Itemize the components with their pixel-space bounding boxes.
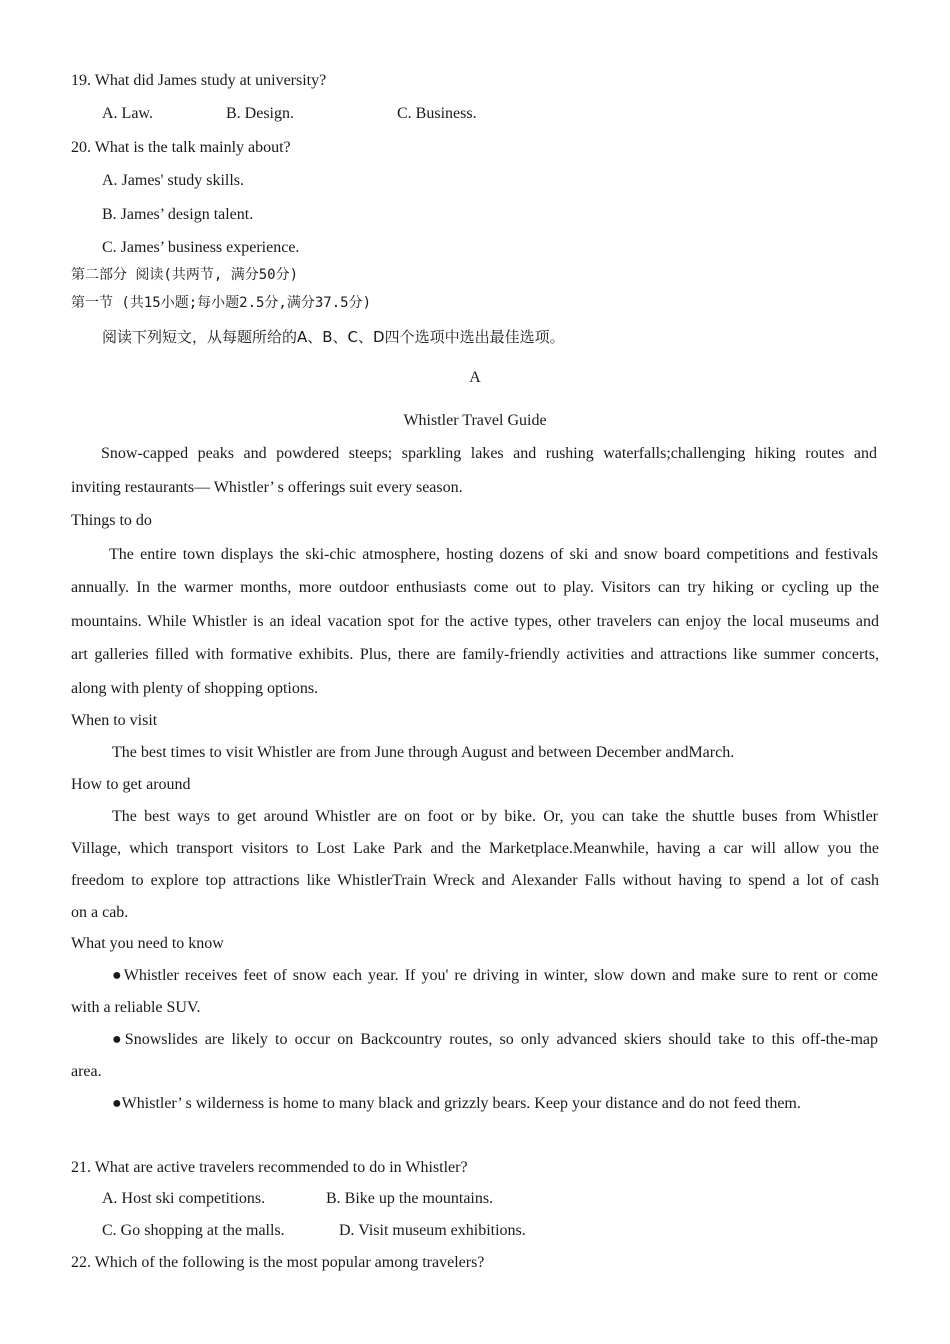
need-heading: What you need to know (71, 935, 224, 952)
how-line: on a cab. (71, 904, 129, 921)
things-line: art galleries filled with formative exhibits. Plus, there are family-friendly activities and attractions like summer concerts, (71, 646, 879, 663)
bullet-3: ●Whistler’ s wilderness is home to many black and grizzly bears. Keep your distance and do not feed them. (112, 1095, 801, 1112)
how-heading: How to get around (71, 776, 191, 793)
q19-option-c: C. Business. (397, 105, 477, 122)
q20-option-a: A. James' study skills. (102, 172, 244, 189)
how-line: Village, which transport visitors to Lost Lake Park and the Marketplace.Meanwhile, having a car will allow you the (71, 840, 879, 857)
q19-option-b: B. Design. (226, 105, 294, 122)
question-21: 21. What are active travelers recommended to do in Whistler? (71, 1159, 468, 1176)
bullet-1-cont: with a reliable SUV. (71, 999, 201, 1016)
q21-option-a: A. Host ski competitions. (102, 1190, 266, 1207)
intro-line: Snow-capped peaks and powdered steeps; sparkling lakes and rushing waterfalls;challenging hiking routes and (101, 445, 877, 462)
passage-title: Whistler Travel Guide (403, 412, 547, 429)
bullet-2: ●Snowslides are likely to occur on Backcountry routes, so only advanced skiers should take to this off-the-map (112, 1031, 878, 1048)
bullet-2-cont: area. (71, 1063, 102, 1080)
when-heading: When to visit (71, 712, 158, 729)
things-line: The entire town displays the ski-chic atmosphere, hosting dozens of ski and snow board competitions and festivals (109, 546, 878, 563)
things-line: mountains. While Whistler is an ideal vacation spot for the active types, other travelers can enjoy the local museums and (71, 613, 879, 630)
q20-option-b: B. James’ design talent. (102, 206, 254, 223)
question-19: 19. What did James study at university? (71, 72, 327, 89)
things-heading: Things to do (71, 512, 152, 529)
question-22: 22. Which of the following is the most popular among travelers? (71, 1254, 485, 1271)
q21-option-d: D. Visit museum exhibitions. (339, 1222, 526, 1239)
things-line: annually. In the warmer months, more outdoor enthusiasts come out to play. Visitors can try hiking or cycling up the (71, 579, 879, 596)
passage-letter: A (469, 369, 481, 386)
part-two-heading: 第二部分 阅读(共两节, 满分50分) (71, 267, 299, 283)
q20-option-c: C. James’ business experience. (102, 239, 300, 256)
how-line: freedom to explore top attractions like WhistlerTrain Wreck and Alexander Falls without having to spend a lot of cash (71, 872, 879, 889)
intro-line: inviting restaurants— Whistler’ s offerings suit every season. (71, 479, 463, 496)
when-body: The best times to visit Whistler are from June through August and between December andMarch. (112, 744, 735, 761)
q21-option-c: C. Go shopping at the malls. (102, 1222, 285, 1239)
how-line: The best ways to get around Whistler are on foot or by bike. Or, you can take the shuttle buses from Whistler (112, 808, 878, 825)
q19-option-a: A. Law. (102, 105, 153, 122)
q21-option-b: B. Bike up the mountains. (326, 1190, 494, 1207)
question-20: 20. What is the talk mainly about? (71, 139, 291, 156)
section-one-heading: 第一节 (共15小题;每小题2.5分,满分37.5分) (71, 295, 372, 311)
reading-instruction: 阅读下列短文，从每题所给的A、B、C、D四个选项中选出最佳选项。 (102, 328, 565, 346)
things-line: along with plenty of shopping options. (71, 680, 319, 697)
bullet-1: ●Whistler receives feet of snow each year. If you' re driving in winter, slow down and make sure to rent or come (112, 967, 878, 984)
